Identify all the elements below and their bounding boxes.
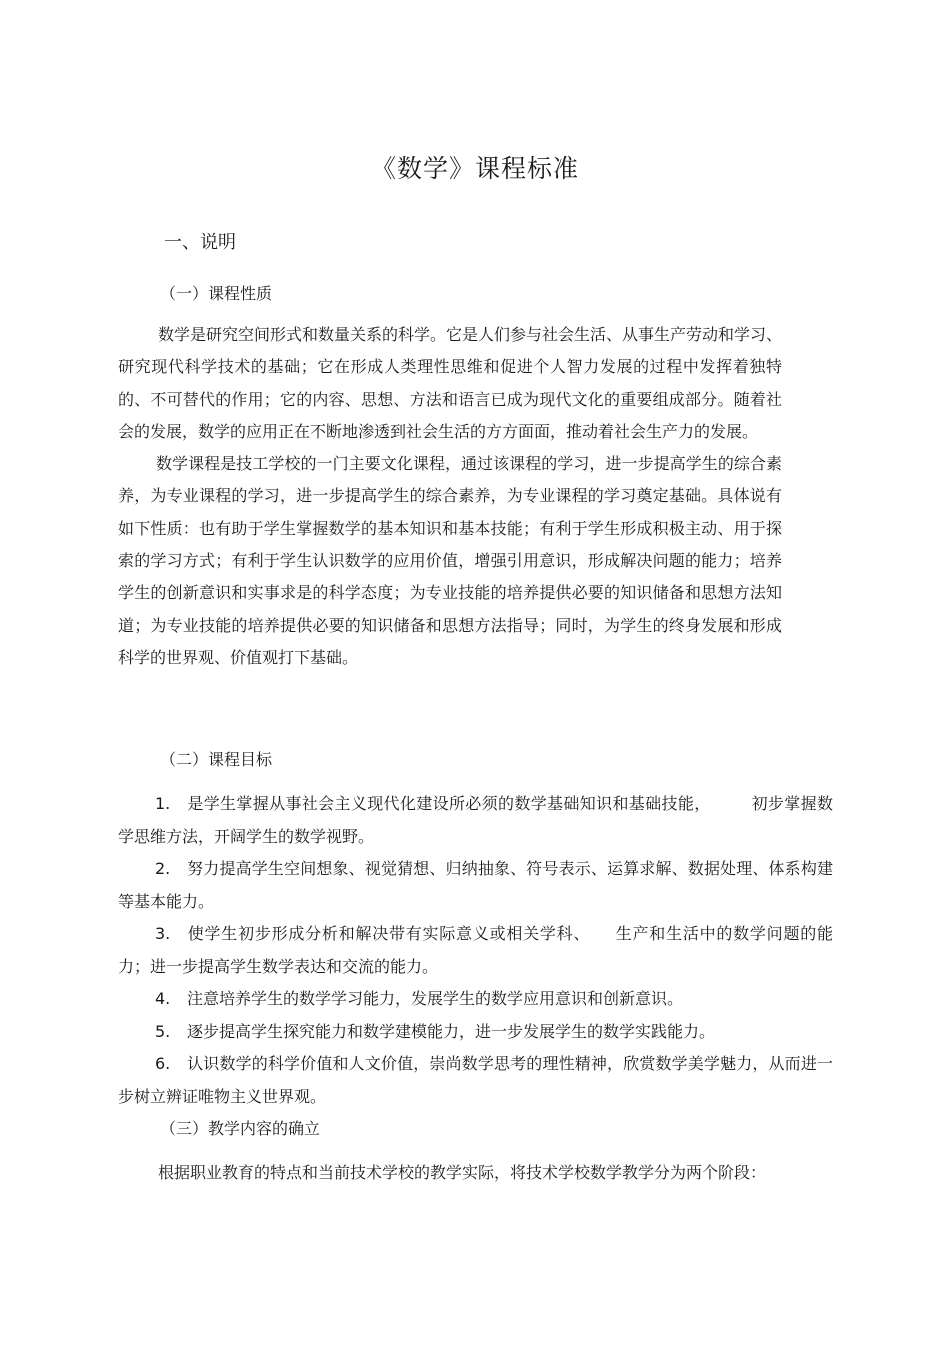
paragraph: 数学课程是技工学校的一门主要文化课程，通过该课程的学习，进一步提高学生的综合素养，为专业课程的学习，进一步提高学生的综合素养，为专业课程的学习奠定基础。具体说有如下性质：也有助于学生掌握数学的基本知识和基本技能；有利于学生形成积极主动、用于探索的学习方式；有利于学生认识数学的应用价值，增强引用意识，形成解决问题的能力；培养学生的创新意识和实事求是的科学态度；为专业技能的培养提供必要的知识储备和思想方法知道；为专业技能的培养提供必要的知识储备和思想方法指导；同时，为学生的终身发展和形成科学的世界观、价值观打下基础。 <box>118 454 782 667</box>
page-title: 《数学》课程标准 <box>370 154 579 183</box>
list-item-text: 使学生初步形成分析和解决带有实际意义或相关学科、 生产和生活中的数学问题的能力；进一步提高学生数学表达和交流的能力。 <box>118 924 833 976</box>
paragraph: 根据职业教育的特点和当前技术学校的教学实际，将技术学校数学教学分为两个阶段： <box>158 1163 767 1182</box>
subsection-heading-course-goals: （二）课程目标 <box>160 750 273 769</box>
list-item <box>118 1016 833 1049</box>
list-item-text: 逐步提高学生探究能力和数学建模能力，进一步发展学生的数学实践能力。 <box>187 1021 716 1041</box>
list-item-number: 5. <box>155 1021 171 1041</box>
list-item <box>118 1048 833 1113</box>
list-item <box>118 983 833 1016</box>
list-item <box>118 918 833 983</box>
list-item-text: 注意培养学生的数学学习能力，发展学生的数学应用意识和创新意识。 <box>187 989 684 1008</box>
list-item-text: 认识数学的科学价值和人文价值，崇尚数学思考的理性精神，欣赏数学美学魅力，从而进一步树立辨证唯物主义世界观。 <box>118 1054 833 1106</box>
list-item-number: 6. <box>155 1054 171 1073</box>
paragraph: 数学是研究空间形式和数量关系的科学。它是人们参与社会生活、从事生产劳动和学习、研究现代科学技术的基础；它在形成人类理性思维和促进个人智力发展的过程中发挥着独特的、不可替代的作用；它的内容、思想、方法和语言已成为现代文化的重要组成部分。随着社会的发展，数学的应用正在不断地渗透到社会生活的方方面面，推动着社会生产力的发展。 <box>118 325 783 441</box>
list-item <box>118 788 833 853</box>
list-item-number: 2. <box>155 859 171 878</box>
section-heading-explanation: 一、说明 <box>164 232 236 253</box>
list-item-text: 努力提高学生空间想象、视觉猜想、归纳抽象、符号表示、运算求解、数据处理、体系构建等基本能力。 <box>118 859 833 911</box>
list-item-number: 1. <box>155 794 171 813</box>
list-item <box>118 853 833 918</box>
course-goals-list <box>118 788 833 1113</box>
course-nature-text <box>118 319 782 674</box>
subsection-heading-content-establishment: （三）教学内容的确立 <box>160 1119 321 1138</box>
content-establishment-text <box>118 1157 782 1189</box>
list-item-number: 3. <box>155 924 171 943</box>
list-item-number: 4. <box>155 989 171 1008</box>
subsection-heading-course-nature: （一）课程性质 <box>160 284 273 303</box>
list-item-text: 是学生掌握从事社会主义现代化建设所必须的数学基础知识和基础技能， 初步掌握数学思维方法，开阔学生的数学视野。 <box>118 794 833 846</box>
